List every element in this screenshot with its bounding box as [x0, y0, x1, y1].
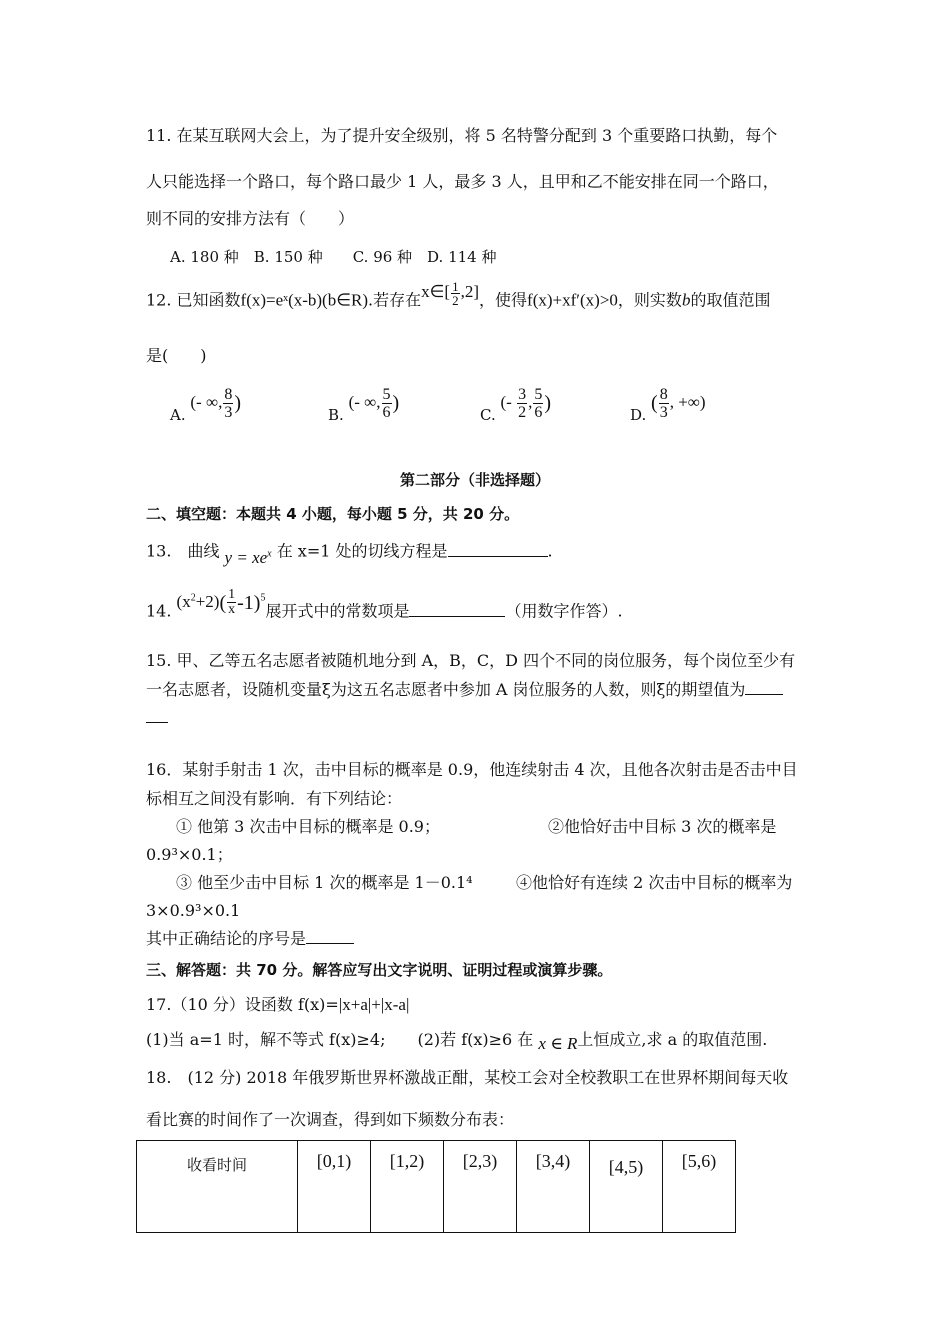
q16-line5a: ③ 他至少击中目标 1 次的概率是 1－0.1⁴: [176, 873, 473, 892]
table-cell: [4,5): [590, 1141, 663, 1233]
q12-option-a-label: A.: [170, 405, 186, 424]
q17-line2: [146, 1030, 768, 1053]
q12-option-b-label: B.: [328, 405, 344, 424]
q16-line3b: ②他恰好击中目标 3 次的概率是: [548, 817, 777, 836]
q12-option-c-right: ): [544, 392, 551, 414]
q12-prefix: 12. 已知函数: [146, 290, 241, 310]
frequency-table: [136, 1140, 736, 1233]
q12-option-a-left: (- ∞,: [190, 392, 223, 412]
q13-suffix: 在 x=1 处的切线方程是: [276, 541, 448, 561]
q12-line1: [146, 279, 771, 315]
section3-heading: 三、解答题：共 70 分。解答应写出文字说明、证明过程或演算步骤。: [146, 961, 613, 979]
q12-option-b-den: 6: [382, 404, 391, 421]
q13-prefix: 13. 曲线: [146, 541, 220, 561]
q15-line2-text: 一名志愿者，设随机变量ξ为这五名志愿者中参加 A 岗位服务的人数，则ξ的期望值为: [146, 680, 746, 699]
q16-line7: [146, 929, 354, 949]
q14-num: 1: [228, 587, 236, 603]
q17-domain: x ∈ R: [538, 1034, 578, 1053]
q13-formula-base: y = xe: [224, 547, 268, 567]
q16-line1: 16．某射手射击 1 次，击中目标的概率是 0.9，他连续射击 4 次，且他各次射击是否击中目: [146, 760, 798, 779]
q14-formula-b: +2): [195, 591, 220, 611]
q13-line: [146, 538, 553, 567]
q12-option-c-mid: ,: [528, 392, 533, 412]
q12-option-d-den: 3: [659, 404, 668, 421]
q16-line2: 标相互之间没有影响．有下列结论：: [146, 789, 403, 808]
q12-option-a-frac: [223, 386, 233, 421]
q17-line1: [146, 995, 409, 1015]
q17-line2b: 上恒成立,求 a 的取值范围.: [577, 1030, 768, 1049]
q18-line2: 看比赛的时间作了一次调查，得到如下频数分布表：: [146, 1110, 515, 1129]
q16-line6: 3×0.9³×0.1: [146, 901, 241, 920]
q17-line1a: 17.（10 分）设函数 f(x)=: [146, 995, 339, 1014]
q12-option-d-label: D.: [630, 405, 647, 424]
table-cell: [2,3): [444, 1141, 517, 1233]
q12-half-den: 2: [452, 293, 459, 308]
q12-func: f(x)=eˣ(x-b)(b∈R): [240, 290, 369, 310]
q11-options: A. 180 种 B. 150 种 C. 96 种 D. 114 种: [170, 248, 497, 266]
q12-tail2: 的取值范围: [690, 290, 771, 310]
q13-formula: [225, 548, 272, 567]
q12-option-a-den: 3: [224, 404, 233, 421]
q14-sup2: 2: [190, 592, 196, 603]
q12-interval-pre: x∈[: [421, 282, 451, 302]
q12-option-c-label: C.: [480, 405, 496, 424]
table-cell: [5,6): [663, 1141, 736, 1233]
part2-title: 第二部分（非选择题）: [399, 471, 550, 489]
q14-answer-blank: [409, 602, 505, 617]
q15-answer-blank: [745, 680, 783, 695]
q14-prefix: 14.: [146, 601, 172, 621]
q12-tail: ，则实数: [617, 290, 682, 310]
q14-formula-a: (x: [176, 591, 191, 611]
q16-line5b: ④他恰好有连续 2 次击中目标的概率为: [516, 873, 793, 892]
table-cell: [1,2): [371, 1141, 444, 1233]
q12-option-b: [328, 386, 400, 424]
q15-line2: [146, 680, 783, 700]
q13-answer-blank: [448, 542, 548, 557]
q12-option-d-right: , +∞): [669, 392, 706, 412]
q16-answer-blank: [306, 929, 354, 944]
q12-option-d-frac: [659, 386, 669, 421]
q12-option-a: [170, 386, 242, 424]
q12-option-a-right: ): [234, 392, 242, 414]
q15-line1: 15. 甲、乙等五名志愿者被随机地分到 A，B，C，D 四个不同的岗位服务，每个岗位至少有: [146, 651, 796, 670]
table-cell: [3,4): [517, 1141, 590, 1233]
section2-heading: 二、填空题：本题共 4 小题，每小题 5 分，共 20 分。: [146, 505, 520, 523]
q16-line3a: ① 他第 3 次击中目标的概率是 0.9；: [176, 817, 440, 836]
q12-option-c-frac2: [533, 386, 543, 421]
q16-line7-text: 其中正确结论的序号是: [146, 929, 307, 948]
q12-after: ，使得: [479, 290, 528, 310]
table-cell: [0,1): [298, 1141, 371, 1233]
q12-option-a-num: 8: [224, 386, 233, 403]
q11-line1: 11. 在某互联网大会上，为了提升安全级别，将 5 名特警分配到 3 个重要路口执勤，每个: [146, 126, 778, 145]
q12-interval: [421, 279, 480, 308]
q14-sup5: 5: [260, 592, 266, 603]
q16-line4: 0.9³×0.1；: [146, 845, 233, 864]
q12-option-b-right: ): [392, 392, 400, 414]
q12-option-b-left: (- ∞,: [348, 392, 381, 412]
q12-option-c: [480, 386, 551, 424]
q12-mid: .若存在: [368, 290, 422, 310]
q12-half: [451, 280, 460, 307]
q11-line2: 人只能选择一个路口，每个路口最少 1 人，最多 3 人，且甲和乙不能安排在同一个路口，: [146, 172, 779, 191]
q14-formula: [176, 587, 266, 618]
table-row: [137, 1141, 736, 1233]
q15-answer-blank-cont: [146, 722, 168, 723]
q12-line2: 是( ): [146, 346, 207, 365]
q18-line1: 18. (12 分) 2018 年俄罗斯世界杯激战正酣，某校工会对全校教职工在世界杯期间每天收: [146, 1068, 789, 1087]
q12-var: b: [681, 290, 691, 310]
q13-formula-sup: x: [267, 548, 272, 559]
q12-option-b-num: 5: [382, 386, 391, 403]
q12-interval-post: ,2]: [460, 282, 480, 302]
q14-formula-d: -1): [237, 591, 261, 614]
q12-half-num: 1: [452, 279, 459, 294]
q14-den: x: [228, 602, 236, 618]
q12-option-b-frac: [382, 386, 392, 421]
q12-option-c-left: (-: [500, 392, 517, 412]
q17-func: |x+a|+|x-a|: [338, 995, 410, 1014]
q12-option-c-den2: 6: [534, 404, 543, 421]
q12-option-d: [630, 386, 706, 424]
q12-option-d-left: (: [651, 392, 658, 414]
q14-end: （用数字作答）.: [505, 601, 623, 621]
q14-frac: [227, 588, 236, 617]
q12-option-c-frac1: [517, 386, 527, 421]
q12-option-c-den: 2: [518, 404, 527, 421]
table-header-cell: 收看时间: [137, 1141, 298, 1233]
q11-line3: 则不同的安排方法有（ ）: [146, 209, 355, 228]
q12-option-d-num: 8: [659, 386, 668, 403]
q14-formula-c: (: [219, 591, 227, 614]
q14-line: [146, 587, 623, 627]
q12-option-c-num2: 5: [534, 386, 543, 403]
q12-option-c-num: 3: [518, 386, 527, 403]
q12-cond: f(x)+xf′(x)>0: [527, 290, 618, 310]
q14-suffix: 展开式中的常数项是: [265, 601, 410, 621]
q13-end: .: [547, 541, 553, 561]
q17-line2a: (1)当 a=1 时，解不等式 f(x)≥4; (2)若 f(x)≥6 在: [146, 1030, 534, 1049]
